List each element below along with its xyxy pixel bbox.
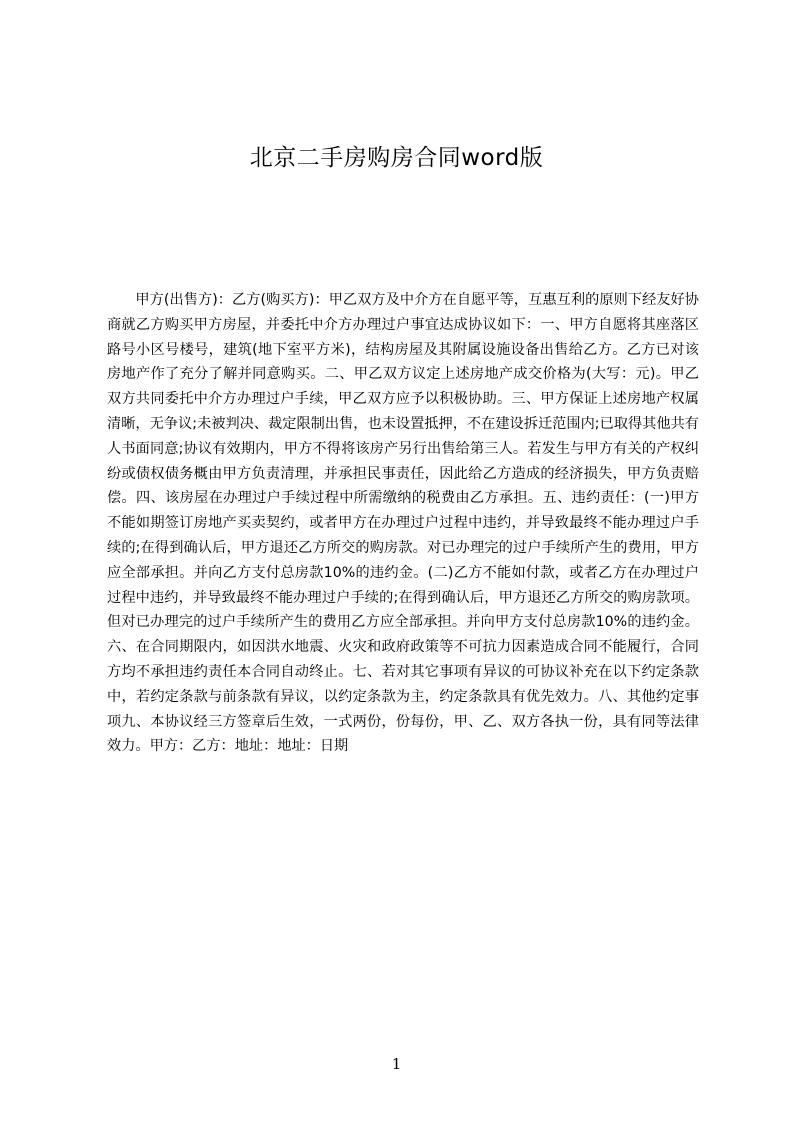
contract-body-paragraph: 甲方(出售方)：乙方(购买方)：甲乙双方及中介方在自愿平等，互惠互利的原则下经友好协商就乙方购买甲方房屋，并委托中介方办理过户事宜达成协议如下：一、甲方自愿将其座落区路号小区号楼号，建筑(地下室平方米)，结构房屋及其附属设施设备出售给乙方。乙方已对该房地产作了充分了解并同意购买。二、甲乙双方议定上述房地产成交价格为(大写：元)。甲乙双方共同委托中介方办理过户手续，甲乙双方应予以积极协助。三、甲方保证上述房地产权属清晰，无争议;未被判决、裁定限制出售，也未设置抵押，不在建设拆迁范围内;已取得其他共有人书面同意;协议有效期内，甲方不得将该房产另行出售给第三人。若发生与甲方有关的产权纠纷或债权债务概由甲方负责清理，并承担民事责任，因此给乙方造成的经济损失，甲方负责赔偿。四、该房屋在办理过户手续过程中所需缴纳的税费由乙方承担。五、违约责任：(一)甲方不能如期签订房地产买卖契约，或者甲方在办理过户过程中违约，并导致最终不能办理过户手续的;在得到确认后，甲方退还乙方所交的购房款。对已办理完的过户手续所产生的费用，甲方应全部承担。并向乙方支付总房款10%的违约金。(二)乙方不能如付款，或者乙方在办理过户过程中违约，并导致最终不能办理过户手续的;在得到确认后，甲方退还乙方所交的购房款项。但对已办理完的过户手续所产生的费用乙方应全部承担。并向甲方支付总房款10%的违约金。六、在合同期限内，如因洪水地震、火灾和政府政策等不可抗力因素造成合同不能履行，合同方均不承担违约责任本合同自动终止。七、若对其它事项有异议的可协议补充在以下约定条款中，若约定条款与前条款有异议，以约定条款为主，约定条款具有优先效力。八、其他约定事项九、本协议经三方签章后生效，一式两份，份每份，甲、乙、双方各执一份，具有同等法律效力。甲方：乙方：地址：地址：日期 <box>107 292 699 755</box>
page-number: 1 <box>391 1055 402 1073</box>
document-title: 北京二手房购房合同word版 <box>249 145 544 171</box>
